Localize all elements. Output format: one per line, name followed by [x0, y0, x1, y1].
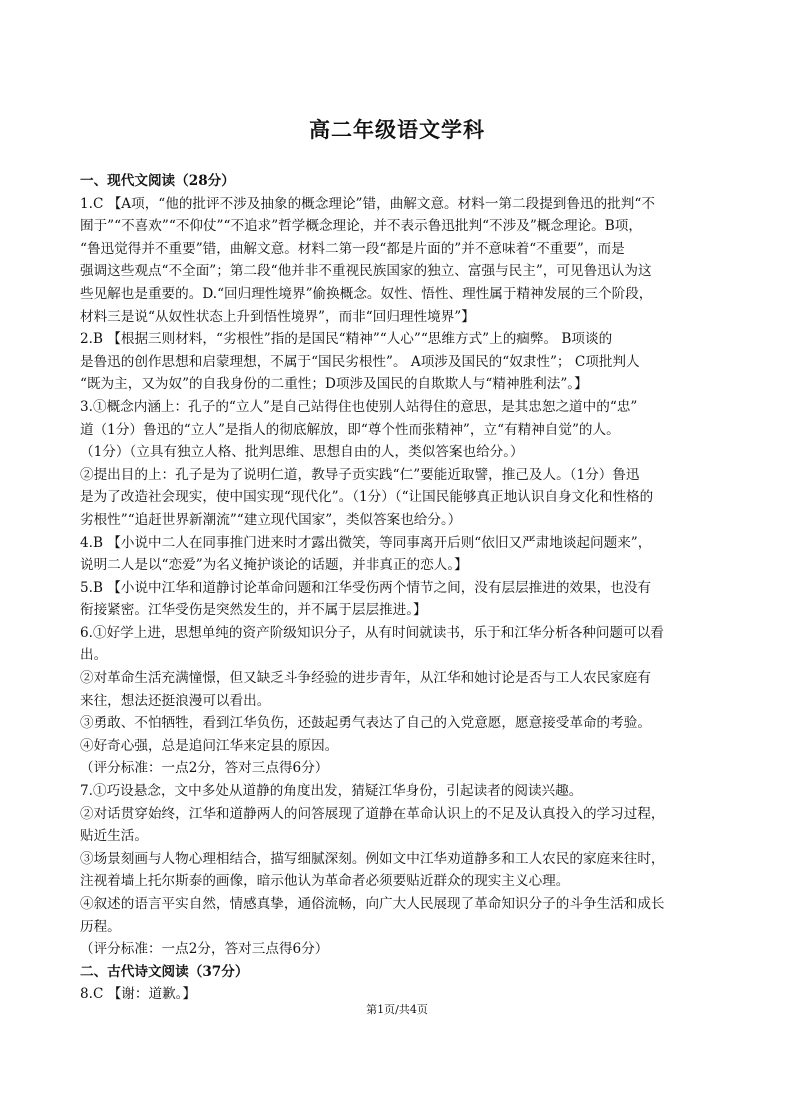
text-line: （评分标准：一点2分，答对三点得6分）	[80, 941, 329, 958]
text-line: 衔接紧密。江华受伤是突然发生的，并不属于层层推进。】	[80, 602, 427, 619]
text-line: ②对革命生活充满憧憬，但又缺乏斗争经验的进步青年，从江华和她讨论是否与工人农民家庭有	[80, 670, 651, 687]
text-line: ③场景刻画与人物心理相结合，描写细腻深刻。例如文中江华劝道静多和工人农民的家庭来往时，	[80, 850, 665, 867]
text-line: ②对话贯穿始终，江华和道静两人的问答展现了道静在革命认识上的不足及认真投入的学习过程，	[80, 805, 665, 822]
text-line: ④好奇心强，总是追问江华来定县的原因。	[80, 737, 339, 754]
text-line: 劣根性”“追赶世界新潮流”“建立现代国家”，类似答案也给分。）	[80, 511, 462, 528]
text-line: 囿于”“不喜欢”“不仰仗”“不追求”哲学概念理论，并不表示鲁迅批判“不涉及”概念理论。B项，	[80, 218, 642, 235]
text-line: ②提出目的上：孔子是为了说明仁道，教导子贡实践“仁”要能近取譬，推己及人。（1分）鲁迅	[80, 466, 640, 483]
text-line: 些见解也是重要的。D.“回归理性境界”偷换概念。奴性、悟性、理性属于精神发展的三个阶段，	[80, 285, 653, 302]
section-heading: 一、现代文阅读（28分）	[80, 173, 235, 189]
text-line: ③勇敢、不怕牺牲，看到江华负伤，还鼓起勇气表达了自己的入党意愿，愿意接受革命的考验。	[80, 715, 651, 732]
text-line: （评分标准：一点2分，答对三点得6分）	[80, 760, 329, 777]
text-line: 是鲁迅的创作思想和启蒙理想，不属于“国民劣根性”。 A项涉及国民的“奴隶性”； C项批判人	[80, 353, 640, 370]
text-line: “鲁迅觉得并不重要”错，曲解文意。材料二第一段“都是片面的”并不意味着“不重要”，而是	[80, 240, 625, 257]
section-heading: 二、古代诗文阅读（37分）	[80, 963, 249, 980]
text-line: 贴近生活。	[80, 828, 148, 845]
text-line: 2.B 【根据三则材料，“劣根性”指的是国民“精神”“人心”“思维方式”上的痼弊。 B项谈的	[80, 331, 613, 348]
text-line: 是为了改造社会现实，使中国实现“现代化”。（1分）（“让国民能够真正地认识自身文化和性格的	[80, 489, 654, 506]
text-line: 说明二人是以“恋爱”为名义掩护谈论的话题，并非真正的恋人。】	[80, 557, 468, 574]
text-line: 出。	[80, 647, 108, 664]
text-line: “既为主，又为奴”的自我身份的二重性；D项涉及国民的自欺欺人与“精神胜利法”。】	[80, 376, 588, 393]
text-line: 8.C 【谢：道歉。】	[80, 986, 197, 1003]
text-line: （1分）（立具有独立人格、批判思维、思想自由的人，类似答案也给分。）	[80, 444, 524, 461]
text-line: 材料三是说“从奴性状态上升到悟性境界”，而非“回归理性境界”】	[80, 308, 475, 325]
text-line: ④叙述的语言平实自然，情感真挚，通俗流畅，向广大人民展现了革命知识分子的斗争生活和成长	[80, 896, 665, 912]
page-title: 高二年级语文学科	[309, 117, 485, 142]
text-line: 注视着墙上托尔斯泰的画像，暗示他认为革命者必须要贴近群众的现实主义心理。	[80, 873, 570, 890]
text-line: 4.B 【小说中二人在同事推门进来时才露出微笑，等同事离开后则“依旧又严肃地谈起问题来”，	[80, 534, 652, 551]
text-line: 5.B 【小说中江华和道静讨论革命问题和江华受伤两个情节之间，没有层层推进的效果，也没有	[80, 579, 652, 596]
page-number: 第1页/共4页	[366, 1003, 428, 1016]
text-line: 道（1分）鲁迅的“立人”是指人的彻底解放，即“尊个性而张精神”，立“有精神自觉”的人。	[80, 421, 620, 438]
text-line: 7.①巧设悬念，文中多处从道静的角度出发，猜疑江华身份，引起读者的阅读兴趣。	[80, 783, 583, 800]
text-line: 强调这些观点“不全面”；第二段“他并非不重视民族国家的独立、富强与民主”，可见鲁迅认为这	[80, 263, 652, 280]
answer-content	[80, 170, 716, 1006]
text-line: 3.①概念内涵上：孔子的“立人”是自己站得住也使别人站得住的意思，是其忠恕之道中的“忠”	[80, 398, 638, 415]
text-line: 1.C 【A项，“他的批评不涉及抽象的概念理论”错，曲解文意。材料一第二段提到鲁迅的批判“不	[80, 195, 655, 212]
text-line: 6.①好学上进，思想单纯的资产阶级知识分子，从有时间就读书，乐于和江华分析各种问题可以看	[80, 624, 664, 641]
text-line: 历程。	[80, 918, 121, 935]
text-line: 来往，想法还挺浪漫可以看出。	[80, 692, 271, 709]
